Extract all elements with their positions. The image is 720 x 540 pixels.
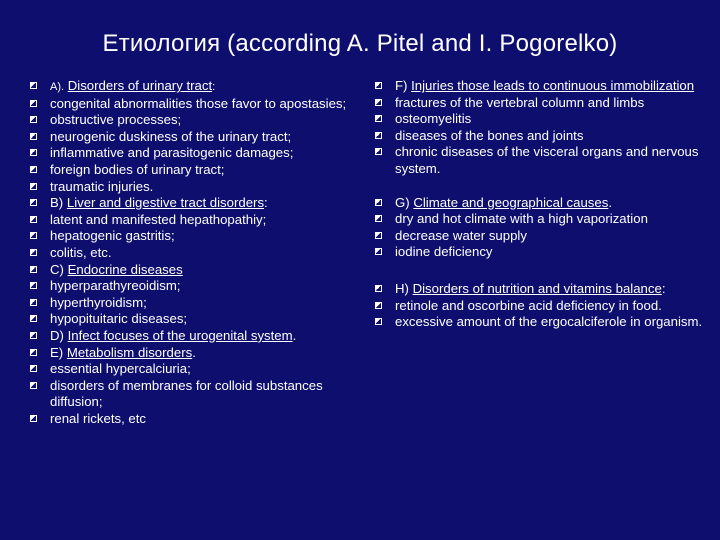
square-bullet-icon [30, 183, 37, 190]
section-b-suffix: : [264, 195, 268, 211]
square-bullet-icon [375, 302, 382, 309]
right-column [375, 78, 707, 331]
list-item [30, 311, 360, 328]
square-bullet-icon [30, 382, 37, 389]
list-item-text: foreign bodies of urinary tract; [50, 161, 225, 177]
list-item-text: essential hypercalciuria; [50, 361, 191, 377]
list-item [30, 78, 360, 96]
list-item [30, 262, 360, 279]
list-item-text: obstructive processes; [50, 112, 182, 128]
square-bullet-icon [30, 149, 37, 156]
section-spacer [375, 261, 707, 281]
section-f-prefix: F) [395, 78, 408, 93]
list-item [375, 298, 707, 315]
list-item-text: hyperthyroidism; [50, 294, 147, 310]
left-column [30, 78, 360, 427]
list-item-text: dry and hot climate with a high vaporization [395, 211, 648, 227]
square-bullet-icon [30, 199, 37, 206]
list-item [375, 281, 707, 298]
list-item-text: iodine deficiency [395, 244, 493, 260]
square-bullet-icon [30, 166, 37, 173]
list-item [375, 78, 707, 95]
square-bullet-icon [30, 415, 37, 422]
list-item-text: renal rickets, etc [50, 410, 147, 426]
list-item [30, 195, 360, 212]
list-item [375, 211, 707, 228]
list-item [30, 129, 360, 146]
list-item [30, 212, 360, 229]
section-b-prefix: B) [50, 195, 64, 211]
square-bullet-icon [30, 365, 37, 372]
list-item [30, 179, 360, 196]
list-item-text: traumatic injuries. [50, 178, 154, 194]
square-bullet-icon [30, 249, 37, 256]
square-bullet-icon [375, 82, 382, 89]
section-e-suffix: . [192, 344, 196, 360]
list-item [30, 228, 360, 245]
list-item [30, 278, 360, 295]
list-item [30, 112, 360, 129]
section-f-link[interactable]: Injuries those leads to continuous immobilization [411, 78, 695, 93]
square-bullet-icon [30, 133, 37, 140]
list-item [375, 95, 707, 112]
slide-title: Етиология (according A. Pitel and I. Pogorelko) [102, 30, 618, 57]
list-item [375, 314, 707, 331]
list-item [375, 244, 707, 261]
section-a-prefix: A). [50, 81, 65, 93]
square-bullet-icon [30, 266, 37, 273]
list-item-text: colitis, etc. [50, 244, 112, 260]
list-item [375, 228, 707, 245]
section-g-link[interactable]: Climate and geographical causes [413, 194, 609, 210]
section-a-suffix: : [212, 81, 216, 93]
list-item [30, 345, 360, 362]
square-bullet-icon [375, 132, 382, 139]
list-item-text: hepatogenic gastritis; [50, 228, 175, 244]
square-bullet-icon [30, 232, 37, 239]
section-h-prefix: H) [395, 280, 409, 296]
section-g-prefix: G) [395, 194, 410, 210]
list-item-text: fractures of the vertebral column and limbs [395, 94, 645, 110]
section-h-link[interactable]: Disorders of nutrition and vitamins balance [412, 280, 662, 296]
section-g-suffix: . [608, 194, 612, 210]
square-bullet-icon [30, 100, 37, 107]
list-item-text: decrease water supply [395, 227, 527, 243]
section-h-suffix: : [661, 280, 666, 296]
square-bullet-icon [30, 349, 37, 356]
square-bullet-icon [375, 318, 382, 325]
section-d-link[interactable]: Infect focuses of the urogenital system [67, 327, 293, 343]
square-bullet-icon [30, 315, 37, 322]
list-item-text: hyperparathyreoidism; [50, 278, 181, 294]
square-bullet-icon [30, 216, 37, 223]
square-bullet-icon [30, 82, 37, 89]
list-item-text: excessive amount of the ergocalciferole in organism. [395, 314, 703, 330]
square-bullet-icon [375, 199, 382, 206]
list-item [375, 111, 707, 128]
section-c-prefix: C) [50, 261, 64, 277]
section-b-link[interactable]: Liver and digestive tract disorders [66, 195, 265, 211]
square-bullet-icon [375, 232, 382, 239]
list-item [30, 361, 360, 378]
list-item-text: diseases of the bones and joints [395, 127, 584, 143]
list-item-text: latent and manifested hepathopathiy; [50, 211, 267, 227]
square-bullet-icon [30, 116, 37, 123]
square-bullet-icon [30, 282, 37, 289]
section-d-prefix: D) [50, 327, 64, 343]
list-item [30, 411, 360, 428]
square-bullet-icon [30, 299, 37, 306]
list-item-text: inflammative and parasitogenic damages; [50, 145, 294, 161]
section-d-suffix: . [292, 327, 297, 343]
section-e-link[interactable]: Metabolism disorders [66, 344, 193, 360]
square-bullet-icon [375, 99, 382, 106]
list-item [30, 145, 360, 162]
list-item-text: neurogenic duskiness of the urinary tract; [50, 128, 292, 144]
square-bullet-icon [30, 332, 37, 339]
list-item [30, 245, 360, 262]
square-bullet-icon [375, 248, 382, 255]
list-item-text: osteomyelitis [395, 111, 472, 127]
list-item [30, 378, 360, 411]
list-item [30, 162, 360, 179]
section-e-prefix: E) [50, 344, 64, 360]
list-item-text: chronic diseases of the visceral organs and nervous system. [395, 144, 699, 176]
list-item-text: retinole and oscorbine acid deficiency in food. [395, 297, 662, 313]
square-bullet-icon [375, 115, 382, 122]
square-bullet-icon [375, 215, 382, 222]
section-spacer [375, 178, 707, 195]
list-item [375, 128, 707, 145]
square-bullet-icon [375, 148, 382, 155]
list-item [375, 144, 707, 177]
list-item-text: disorders of membranes for colloid substances diffusion; [50, 377, 323, 410]
list-item [30, 96, 360, 113]
square-bullet-icon [375, 285, 382, 292]
section-c-link[interactable]: Endocrine diseases [67, 261, 183, 277]
list-item-text: congenital abnormalities those favor to apostasies; [50, 95, 347, 111]
list-item-text: hypopituitaric diseases; [50, 311, 188, 327]
section-a-link[interactable]: Disorders of urinary tract [67, 78, 213, 93]
list-item [30, 328, 360, 345]
list-item [375, 195, 707, 212]
list-item [30, 295, 360, 312]
